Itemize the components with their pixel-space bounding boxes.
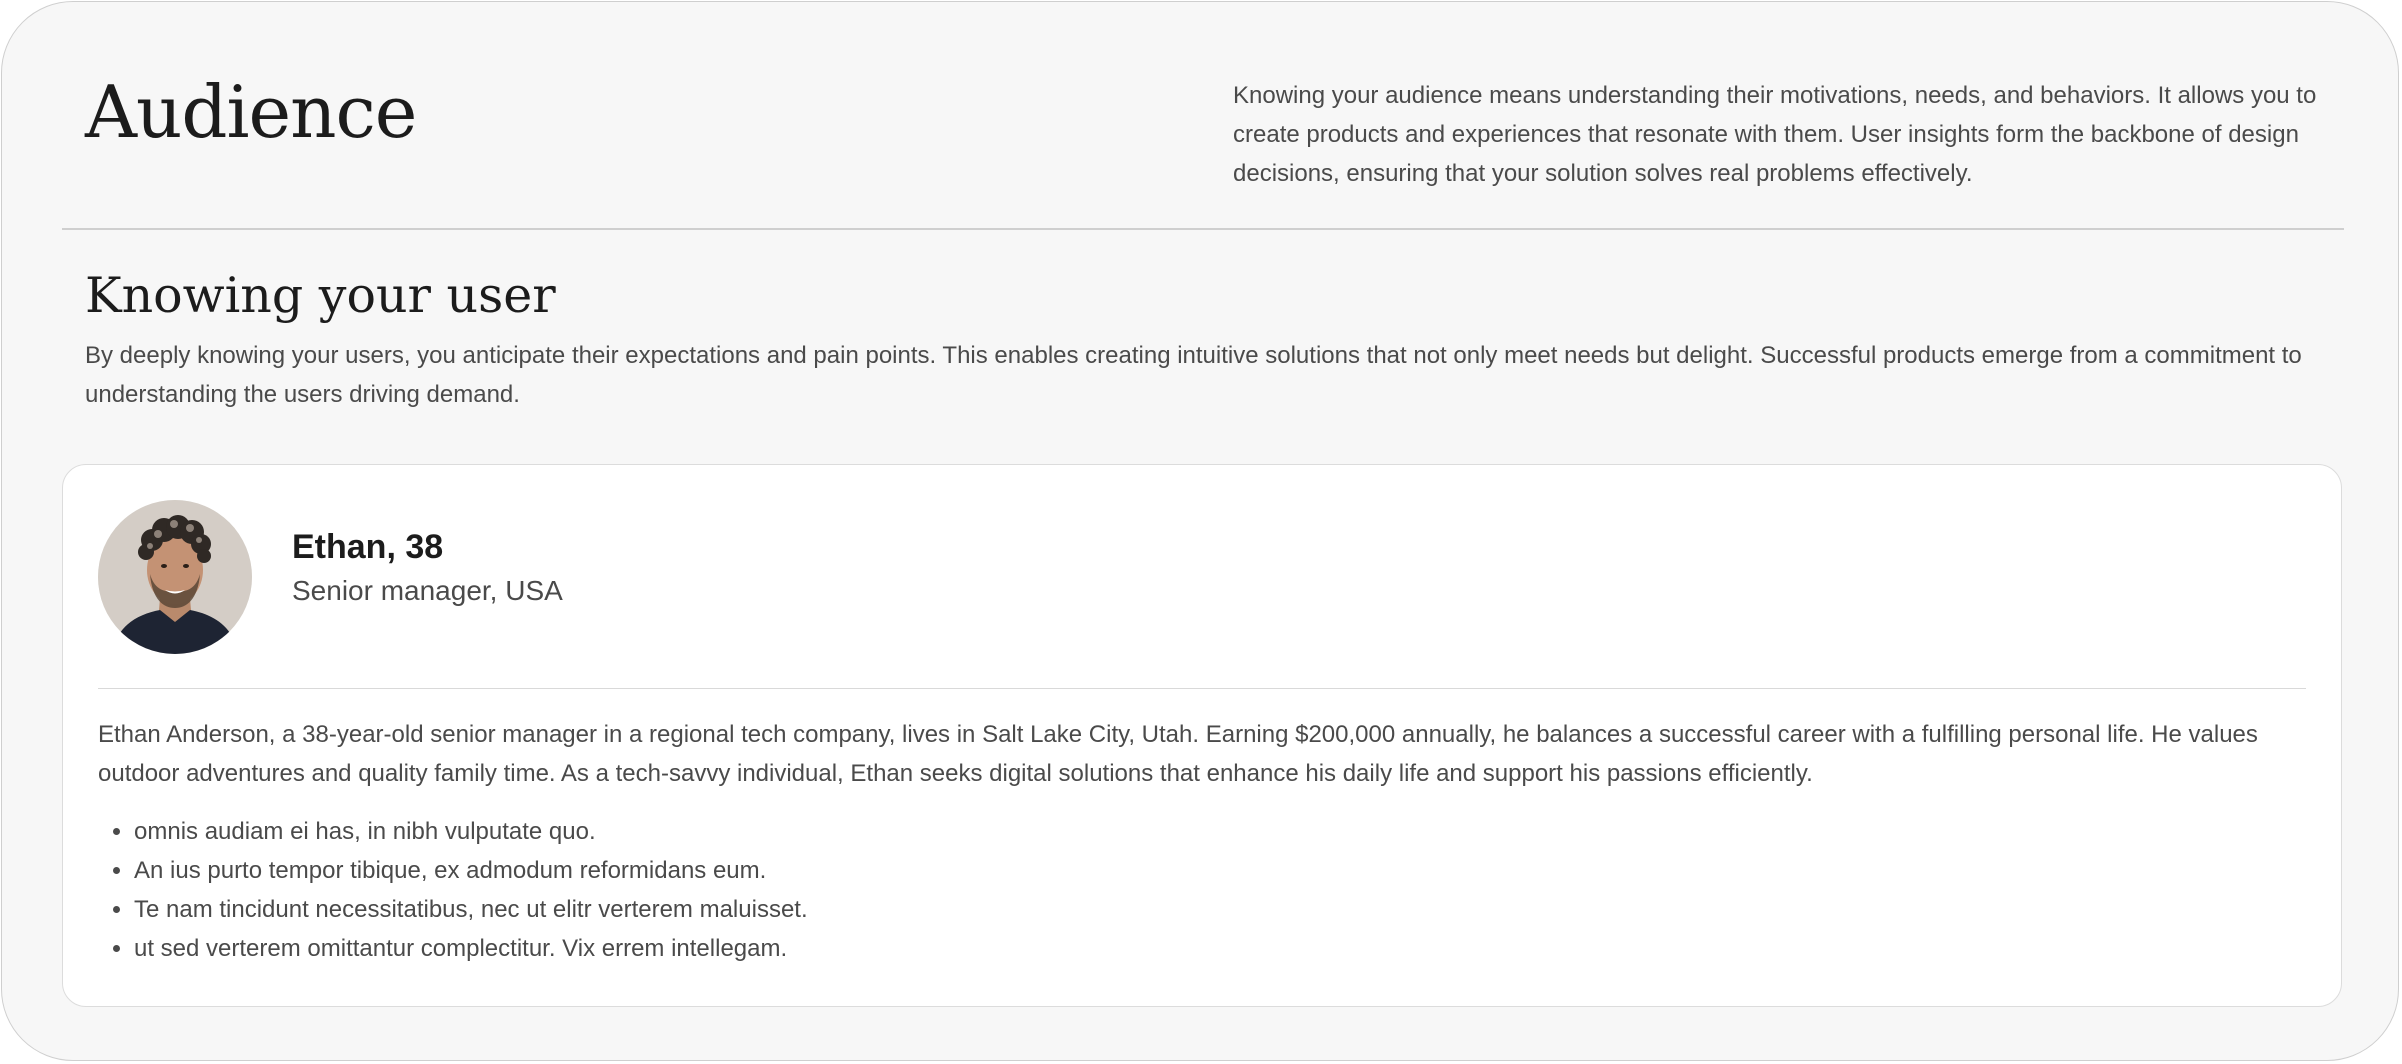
header-divider (62, 228, 2344, 230)
persona-name: Ethan, 38 (292, 528, 444, 566)
list-item: • ut sed verterem omittantur complectitur. Vix errem intellegam. (134, 929, 808, 968)
persona-role: Senior manager, USA (292, 575, 563, 606)
card-divider (98, 688, 2306, 689)
persona-facts-list (98, 812, 808, 968)
page-title: Audience (85, 70, 417, 154)
page-frame (1, 1, 2399, 1061)
section-title: Knowing your user (85, 267, 556, 324)
persona-photo (98, 500, 252, 654)
persona-card (62, 464, 2342, 1007)
audience-intro: Knowing your audience means understanding their motivations, needs, and behaviors. It allows you to create products and experiences that resonate with them. User insights form the backbone of design decisions, ensuring that your solution solves real problems effectively. (1233, 82, 2317, 187)
list-item: • Te nam tincidunt necessitatibus, nec ut elitr verterem maluisset. (134, 890, 808, 929)
avatar (98, 500, 252, 654)
list-item: • omnis audiam ei has, in nibh vulputate quo. (134, 812, 808, 851)
section-description: By deeply knowing your users, you anticipate their expectations and pain points. This enables creating intuitive solutions that not only meet needs but delight. Successful products emerge from a commitment to understanding the users driving demand. (85, 342, 2302, 408)
list-item: • An ius purto tempor tibique, ex admodum reformidans eum. (134, 851, 808, 890)
persona-bio: Ethan Anderson, a 38-year-old senior manager in a regional tech company, lives in Salt Lake City, Utah. Earning $200,000 annually, he balances a successful career with a fulfilling personal life. He values outdoor adventures and quality family time. As a tech-savvy individual, Ethan seeks digital solutions that enhance his daily life and support his passions efficiently. (98, 721, 2258, 787)
